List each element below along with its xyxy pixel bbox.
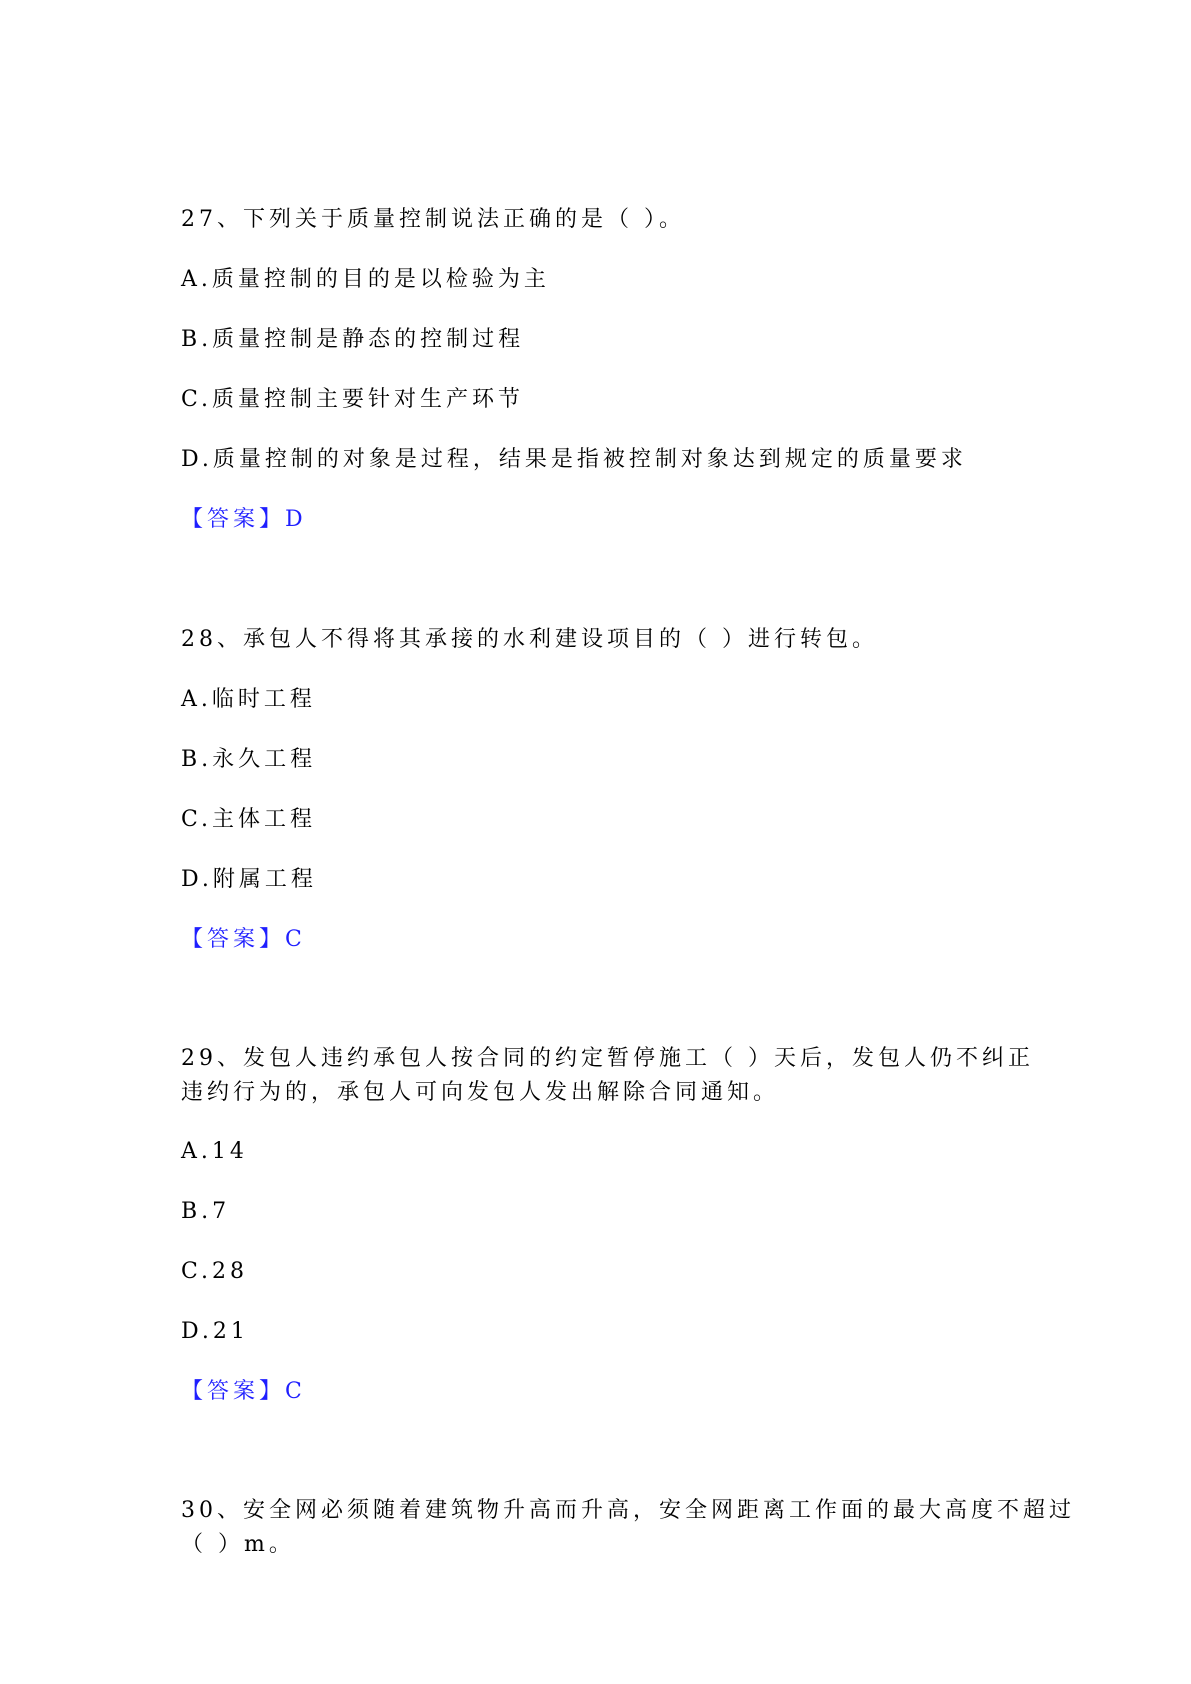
question-30-stem-line-1: 30、安全网必须随着建筑物升高而升高，安全网距离工作面的最大高度不超过 [181, 1498, 1075, 1523]
question-27-stem: 27、下列关于质量控制说法正确的是（ ）。 [181, 207, 685, 232]
question-30-stem-line-2: （ ）m。 [181, 1532, 295, 1557]
question-29-option-c: C.28 [181, 1259, 249, 1284]
question-29-stem-line-1: 29、发包人违约承包人按合同的约定暂停施工（ ）天后，发包人仍不纠正 [181, 1046, 1034, 1071]
question-28-answer: 【答案】C [181, 927, 306, 952]
question-29-answer: 【答案】C [181, 1379, 306, 1404]
question-28-option-a: A.临时工程 [181, 687, 316, 712]
question-29-option-a: A.14 [181, 1139, 248, 1164]
question-27-answer: 【答案】D [181, 507, 307, 532]
question-29-option-b: B.7 [181, 1199, 231, 1224]
question-28-option-b: B.永久工程 [181, 747, 317, 772]
question-29-stem-line-2: 违约行为的，承包人可向发包人发出解除合同通知。 [181, 1080, 780, 1105]
question-28-option-c: C.主体工程 [181, 807, 317, 832]
question-27-option-d: D.质量控制的对象是过程，结果是指被控制对象达到规定的质量要求 [181, 447, 967, 472]
question-28-stem: 28、承包人不得将其承接的水利建设项目的（ ）进行转包。 [181, 627, 878, 652]
question-28-option-d: D.附属工程 [181, 867, 317, 892]
question-27-option-c: C.质量控制主要针对生产环节 [181, 387, 525, 412]
question-27-option-b: B.质量控制是静态的控制过程 [181, 327, 525, 352]
question-27-option-a: A.质量控制的目的是以检验为主 [181, 267, 550, 292]
question-29-option-d: D.21 [181, 1319, 249, 1344]
